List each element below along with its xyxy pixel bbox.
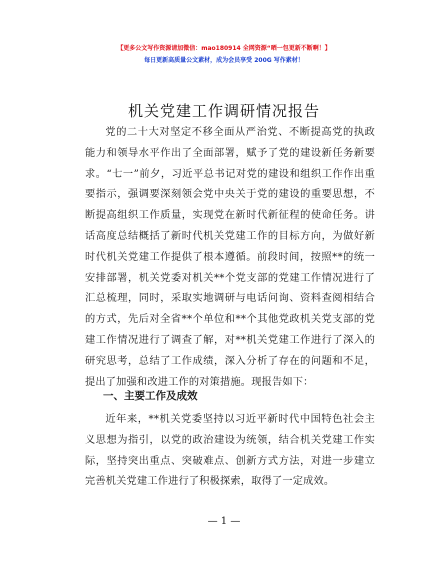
page-number: — 1 — [207, 516, 241, 527]
intro-paragraph: 党的二十大对坚定不移全面从严治党、不断提高党的执政能力和领导水平作出了全面部署，赋予了党的建设新任务新要求。“七一”前夕，习近平总书记对党的建设和组织工作作出重要指示，强调要深刻领会党中央关于党的建设的重要思想，不断提高组织工作质量，实现党在新时代新征程的使命任务。讲话高度总结概括了新时代机关党建工作的目标方向，为做好新时代机关党建工作提供了根本遵循。前段时间，按照**的统一安排部署，机关党委对机关**个党支部的党建工作情况进行了汇总梳理，同时，采取实地调研与电话问询、资料查阅相结合的方式，先后对全省**个单位和**个其他党政机关党支部的党建工作情况进行了调查了解，对**机关党建工作进行了深入的研究思考，总结了工作成绩，深入分析了存在的问题和不足，提出了加强和改进工作的对策措施。现报告如下： [85, 127, 375, 388]
promo-banner-line-2: 每日更新高质量公文素材，成为会员享受 200G 写作素材！ [144, 57, 304, 64]
document-title: 机关党建工作调研情况报告 [127, 102, 320, 120]
promo-banner-line-1: 【更多公文写作资源请加微信：mao180914 全网资源“晒一包更新不断啊！】 [117, 45, 331, 52]
section-heading: 一、主要工作及成效 [103, 390, 198, 402]
section-paragraph: 近年来，**机关党委坚持以习近平新时代中国特色社会主义思想为指引，以党的政治建设为统领，结合机关党建工作实际，坚持突出重点、突破难点、创新方式方法，对进一步建立完善机关党建工作进行了积极探索，取得了一定成效。 [85, 414, 375, 488]
